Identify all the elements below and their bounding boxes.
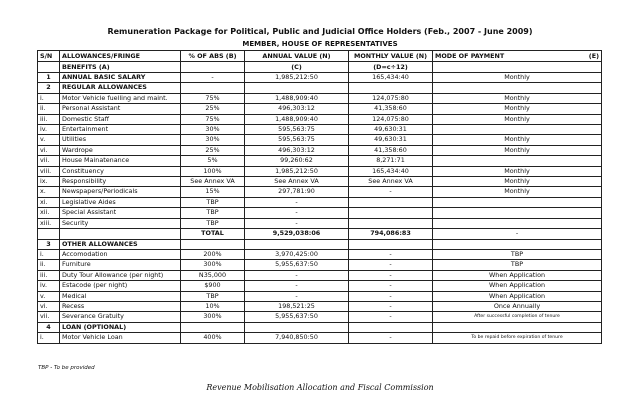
row-name: Special Assistant [60,208,181,218]
row-pct: See Annex VA [181,177,245,187]
row-monthly: 49,630:31 [349,125,433,135]
regular-allowances-body [38,93,602,228]
row-name: Personal Assistant [60,104,181,114]
row-name: Domestic Staff [60,114,181,124]
row-pct: TBP [181,218,245,228]
row-pct: TBP [181,291,245,301]
row-monthly: 49,630:31 [349,135,433,145]
row-annual: 297,781:90 [245,187,349,197]
loan-body [38,333,602,343]
row-annual: - [245,270,349,280]
row-sn: xiii. [38,218,60,228]
table-row [38,291,602,301]
row-name: Severance Gratuity [60,312,181,322]
row-monthly: 165,434:40 [349,73,433,83]
row-annual: 496,303:12 [245,104,349,114]
header-mode-label: MODE OF PAYMENT [435,52,505,60]
total-monthly: 794,086:83 [349,229,433,239]
row-monthly: 8,271:71 [349,156,433,166]
row-pct: 300% [181,260,245,270]
row-mode: When Application [433,291,602,301]
table-row [38,104,602,114]
row-sn: xii. [38,208,60,218]
row-monthly [349,218,433,228]
section-other-allowances [38,239,602,249]
table-row [38,145,602,155]
row-monthly: See Annex VA [349,177,433,187]
row-name: Constituency [60,166,181,176]
section-regular-allowances [38,83,602,93]
row-name: Duty Tour Allowance (per night) [60,270,181,280]
row-sn: vii. [38,312,60,322]
section-name: LOAN (OPTIONAL) [60,322,181,332]
row-mode: Monthly [433,104,602,114]
row-mode: TBP [433,260,602,270]
row-annual: 99,260:62 [245,156,349,166]
row-name: Legislative Aides [60,197,181,207]
row-annual: - [245,218,349,228]
header-annual-value: ANNUAL VALUE (N) [245,51,349,62]
table-row [38,187,602,197]
section-name: OTHER ALLOWANCES [60,239,181,249]
row-sn: xi. [38,197,60,207]
row-mode: Monthly [433,187,602,197]
table-row [38,125,602,135]
row-mode: To be repaid before expiration of tenure [433,333,602,343]
row-sn: ix. [38,177,60,187]
row-monthly: - [349,187,433,197]
header-mode-e: (E) [588,52,599,60]
row-pct: 75% [181,93,245,103]
table-row [38,197,602,207]
row-pct: 300% [181,312,245,322]
total-mode: - [433,229,602,239]
section-name: REGULAR ALLOWANCES [60,83,181,93]
table-row [38,166,602,176]
row-name: ANNUAL BASIC SALARY [60,73,181,83]
row-monthly [349,197,433,207]
row-annual: - [245,197,349,207]
table-row [38,156,602,166]
row-monthly: - [349,281,433,291]
row-monthly: - [349,260,433,270]
row-monthly [349,208,433,218]
footnote: TBP - To be provided [38,365,95,371]
row-mode: TBP [433,249,602,259]
row-sn: i. [38,333,60,343]
row-mode: Monthly [433,177,602,187]
table-row [38,270,602,280]
table-row [38,177,602,187]
row-sn: v. [38,291,60,301]
table-row [38,135,602,145]
row-annual: 1,985,212:50 [245,166,349,176]
section-loan [38,322,602,332]
header-sn: S/N [38,51,60,62]
row-sn: iv. [38,125,60,135]
table-row [38,208,602,218]
table-row [38,114,602,124]
section-annual-basic-salary [38,73,602,83]
row-monthly: 124,075:80 [349,93,433,103]
header-annual-c: (C) [245,62,349,73]
row-pct: 100% [181,166,245,176]
header-monthly-d: (D=c÷12) [349,62,433,73]
table-row [38,93,602,103]
row-name: Medical [60,291,181,301]
row-monthly: - [349,301,433,311]
row-monthly: 41,358:60 [349,104,433,114]
row-annual: 595,563:75 [245,125,349,135]
row-annual: 7,940,850:50 [245,333,349,343]
row-name: Accomodation [60,249,181,259]
header-benefits: BENEFITS (A) [60,62,181,73]
row-mode: Monthly [433,135,602,145]
row-pct: $900 [181,281,245,291]
section-sn: 3 [38,239,60,249]
row-annual: 5,955,637:50 [245,312,349,322]
table-row [38,301,602,311]
row-sn: vii. [38,156,60,166]
row-monthly: 41,358:60 [349,145,433,155]
row-monthly: 124,075:80 [349,114,433,124]
total-label: TOTAL [181,229,245,239]
row-pct: 30% [181,135,245,145]
row-mode: Monthly [433,145,602,155]
row-sn: ii. [38,260,60,270]
row-pct: 30% [181,125,245,135]
row-pct: N35,000 [181,270,245,280]
row-monthly: - [349,249,433,259]
row-monthly: - [349,312,433,322]
row-annual: See Annex VA [245,177,349,187]
header-mode-of-payment [433,51,602,62]
row-mode [433,156,602,166]
row-name: Motor Vehicle fuelling and maint. [60,93,181,103]
row-sn: i. [38,93,60,103]
row-mode [433,208,602,218]
row-annual: 1,488,909:40 [245,93,349,103]
row-pct: 25% [181,104,245,114]
row-pct: 25% [181,145,245,155]
section-sn: 2 [38,83,60,93]
remuneration-table [37,50,602,344]
row-annual: - [245,291,349,301]
row-name: Furniture [60,260,181,270]
header-row-1 [38,51,602,62]
row-pct: 10% [181,301,245,311]
table-row [38,281,602,291]
page-subtitle: MEMBER, HOUSE OF REPRESENTATIVES [242,40,398,48]
total-row [38,229,602,239]
row-sn: iii. [38,270,60,280]
row-sn: iv. [38,281,60,291]
table-row [38,218,602,228]
table-row [38,333,602,343]
table-row [38,312,602,322]
row-mode [433,218,602,228]
row-name: Responsibility [60,177,181,187]
row-mode: After successful completion of tenure [433,312,602,322]
row-mode: Once Annually [433,301,602,311]
row-mode: Monthly [433,93,602,103]
row-sn: v. [38,135,60,145]
row-pct: TBP [181,208,245,218]
row-mode: Monthly [433,166,602,176]
total-annual: 9,529,038:06 [245,229,349,239]
row-monthly: - [349,291,433,301]
table-row [38,260,602,270]
row-mode [433,197,602,207]
row-name: Wardrope [60,145,181,155]
header-pct-abs: % OF ABS (B) [181,51,245,62]
row-mode: Monthly [433,114,602,124]
row-name: Motor Vehicle Loan [60,333,181,343]
row-annual: 496,303:12 [245,145,349,155]
row-mode: When Application [433,281,602,291]
other-allowances-body [38,249,602,322]
row-mode [433,125,602,135]
row-sn: x. [38,187,60,197]
row-pct: 200% [181,249,245,259]
row-sn: iii. [38,114,60,124]
row-annual: 1,488,909:40 [245,114,349,124]
table-row [38,249,602,259]
header-monthly-value: MONTHLY VALUE (N) [349,51,433,62]
row-name: Estacode (per night) [60,281,181,291]
row-sn: i. [38,249,60,259]
row-annual: - [245,281,349,291]
section-sn: 4 [38,322,60,332]
row-pct: - [181,73,245,83]
row-sn: 1 [38,73,60,83]
row-pct: 15% [181,187,245,197]
row-pct: TBP [181,197,245,207]
row-annual: 198,521:25 [245,301,349,311]
row-annual: - [245,208,349,218]
row-annual: 5,955,637:50 [245,260,349,270]
row-pct: 400% [181,333,245,343]
row-name: Entertainment [60,125,181,135]
row-annual: 3,970,425:00 [245,249,349,259]
row-sn: ii. [38,104,60,114]
header-allowances: ALLOWANCES/FRINGE [60,51,181,62]
row-pct: 5% [181,156,245,166]
row-pct: 75% [181,114,245,124]
page-title: Remuneration Package for Political, Public and Judicial Office Holders (Feb., 2007 - June 2009) [107,27,533,36]
row-monthly: - [349,270,433,280]
row-sn: vi. [38,301,60,311]
row-mode: Monthly [433,73,602,83]
row-name: Security [60,218,181,228]
row-monthly: - [349,333,433,343]
row-mode: When Application [433,270,602,280]
header-row-2 [38,62,602,73]
row-sn: viii. [38,166,60,176]
row-annual: 1,985,212:50 [245,73,349,83]
row-annual: 595,563:75 [245,135,349,145]
row-sn: vi. [38,145,60,155]
row-monthly: 165,434:40 [349,166,433,176]
footer-commission: Revenue Mobilisation Allocation and Fiscal Commission [206,383,434,392]
row-name: Newspapers/Periodicals [60,187,181,197]
row-name: Recess [60,301,181,311]
row-name: House Mainatenance [60,156,181,166]
row-name: Utilities [60,135,181,145]
